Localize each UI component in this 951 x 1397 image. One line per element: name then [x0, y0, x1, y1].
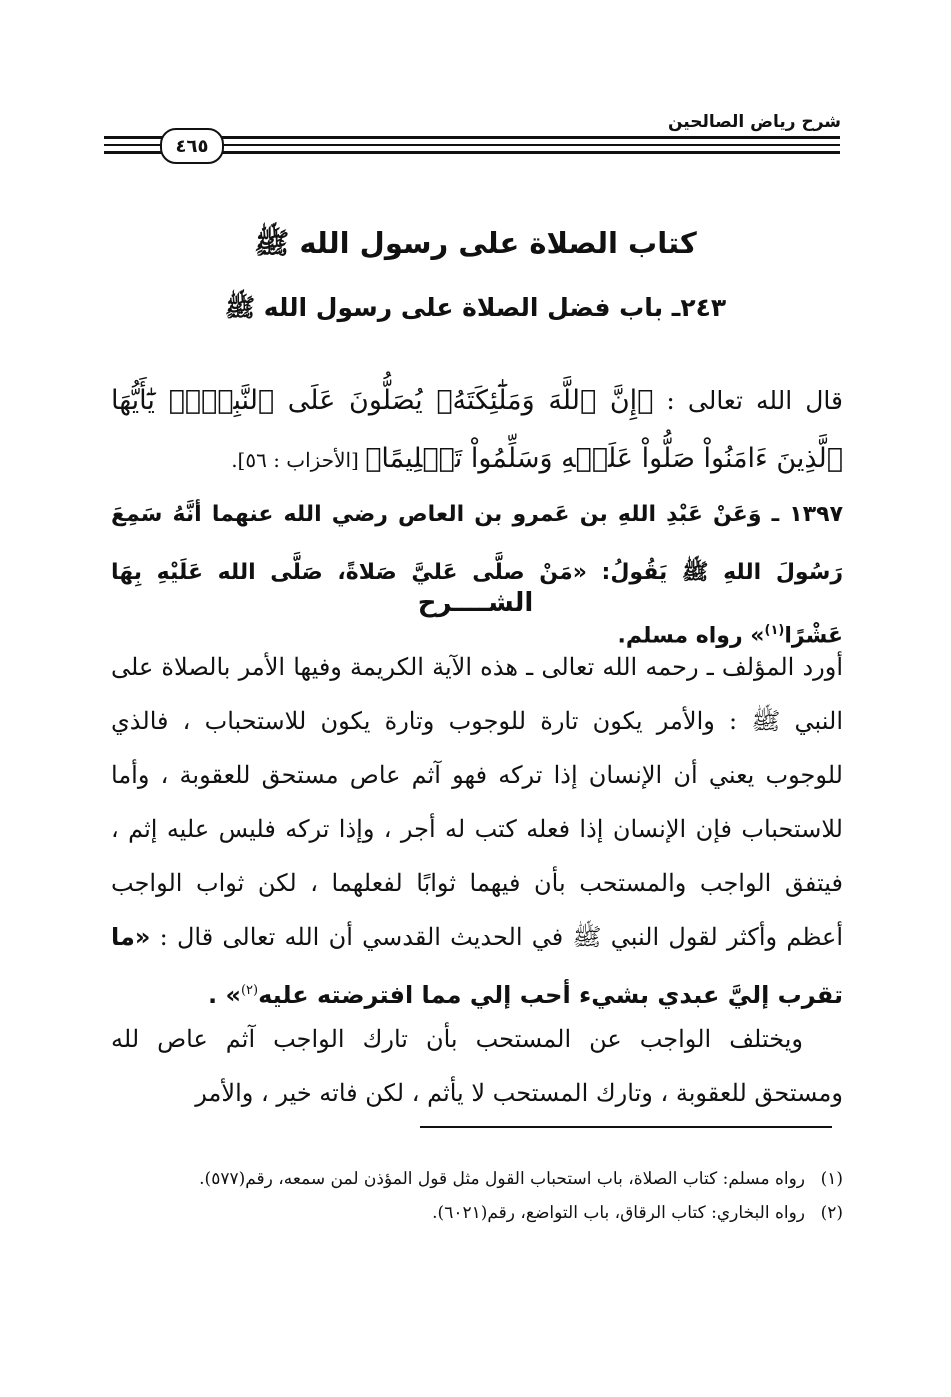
verse-intro: قال الله تعالى : [653, 386, 843, 415]
hadith-text: ١٣٩٧ ـ وَعَنْ عَبْدِ اللهِ بن عَمرو بن العاص رضي الله عنهما أنَّهُ سَمِعَ رَسُولَ اللهِ ﷺ يَقُولُ: «مَنْ صلَّى عَليَّ صَلاةً، صَلَّى الله عَلَيْهِ بِهَا عَشْرًا [111, 502, 843, 649]
running-head-title: شرح رياض الصالحين [667, 112, 841, 132]
hadith-qudsi-quote: «ما تقرب إليَّ عبدي بشيء أحب إلي مما افترضته عليه [111, 923, 843, 1009]
hadith-paragraph [111, 486, 843, 665]
book-title: كتاب الصلاة على رسول الله ﷺ [254, 226, 697, 260]
verse-text: ﴿إِنَّ ٱللَّهَ وَمَلَٰٓئِكَتَهُۥ يُصَلُّونَ عَلَى ٱلنَّبِيِّۚ يَٰٓأَيُّهَا ٱلَّذِينَ ءَامَنُواْ صَلُّواْ عَلَيۡهِ وَسَلِّمُواْ تَسۡلِيمًا﴾ [111, 385, 843, 474]
footnote-number: (٢) [820, 1203, 843, 1223]
chapter-title: ٢٤٣ـ باب فضل الصلاة على رسول الله ﷺ [224, 293, 727, 322]
page-number: ٤٦٥ [160, 128, 224, 164]
quran-verse-paragraph [111, 372, 843, 489]
footnote-text: رواه مسلم: كتاب الصلاة، باب استحباب القول مثل قول المؤذن لمن سمعه، رقم(٥٧٧). [199, 1169, 805, 1189]
quote-close: » . [207, 981, 241, 1009]
hadith-source: » رواه مسلم. [617, 623, 765, 649]
footnote-1 [111, 1164, 843, 1194]
commentary-paragraph-2: ويختلف الواجب عن المستحب بأن تارك الواجب آثم عاص لله ومستحق للعقوبة ، وتارك المستحب لا يأثم ، لكن فاته خير ، والأمر [111, 1025, 843, 1107]
verse-reference: [الأحزاب : ٥٦]. [231, 448, 366, 472]
footnote-separator [420, 1126, 832, 1128]
footnote-marker-2: (٢) [240, 983, 259, 998]
footnote-number: (١) [820, 1169, 843, 1189]
footnote-text: رواه البخاري: كتاب الرقاق، باب التواضع، رقم(٦٠٢١). [432, 1203, 805, 1223]
commentary-text: أورد المؤلف ـ رحمه الله تعالى ـ هذه الآية الكريمة وفيها الأمر بالصلاة على النبي ﷺ : والأمر يكون تارة للوجوب وتارة يكون للاستحباب ، فالذي للوجوب يعني أن الإنسان إذا تركه فهو آثم عاص مستحق للعقوبة ، وأما للاستحباب فإن الإنسان إذا فعله كتب له أجر ، وإذا تركه فليس عليه إثم ، فيتفق الواجب والمستحب بأن فيهما ثوابًا لفعلهما ، لكن ثواب الواجب أعظم وأكثر لقول النبي ﷺ في الحديث القدسي أن الله تعالى قال : [111, 653, 843, 951]
sharh-heading: الشــــرح [417, 588, 534, 618]
footnotes [111, 1164, 843, 1232]
commentary-paragraph-1 [111, 640, 843, 1022]
footnote-marker-1: (١) [764, 623, 785, 638]
footnote-2 [111, 1198, 843, 1228]
